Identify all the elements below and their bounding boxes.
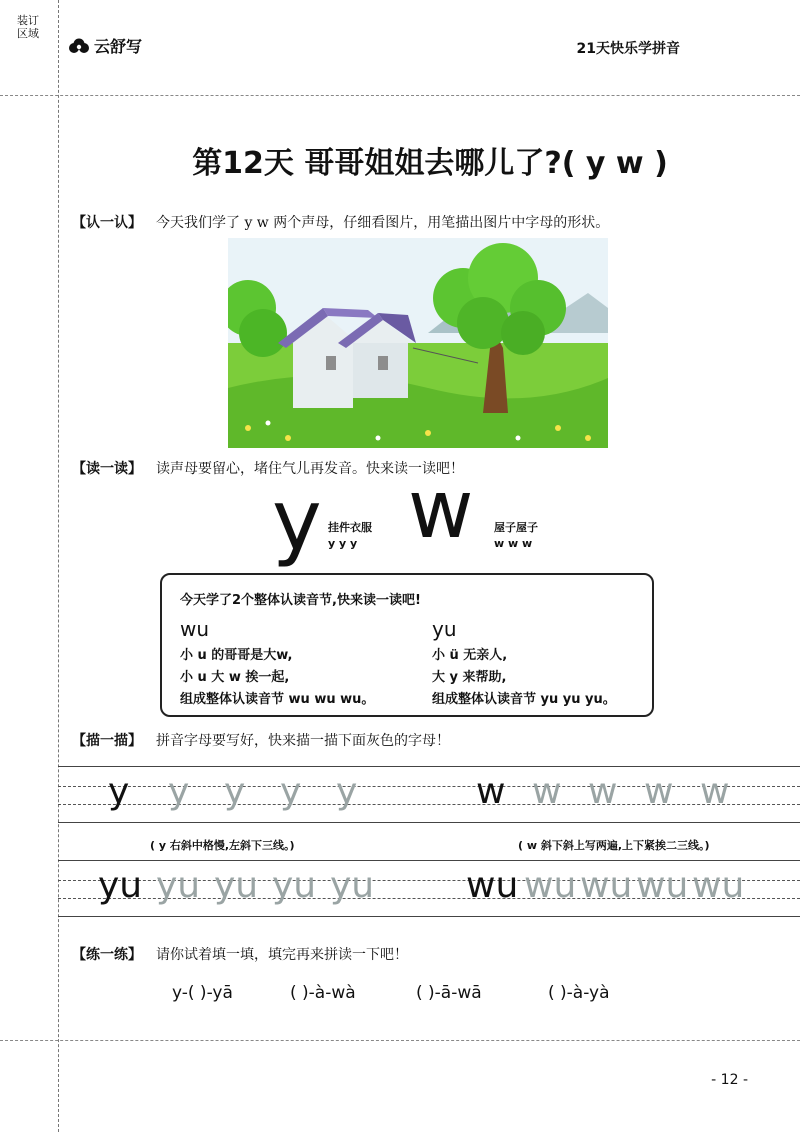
box-left-line: 组成整体认读音节 wu wu wu。 — [180, 692, 375, 707]
writing-line — [58, 860, 800, 861]
cloud-icon — [68, 38, 90, 54]
section-label: 【读一读】 — [72, 461, 142, 477]
box-left-line: 小 u 的哥哥是大w, — [180, 648, 293, 663]
letter-w-large: w — [408, 463, 474, 556]
letter-y-sound: y y y — [328, 537, 358, 550]
section-read — [72, 458, 464, 478]
section-recognize — [72, 212, 609, 232]
fill-in-exercise[interactable]: y-( )-yā — [172, 983, 233, 1003]
trace-ghost-letter[interactable]: w — [700, 771, 730, 812]
box-heading: 今天学了2个整体认读音节,快来读一读吧! — [180, 593, 421, 608]
trace-ghost-syllable[interactable]: yu — [330, 865, 375, 906]
page-number: - 12 - — [711, 1072, 748, 1088]
box-left-syllable: wu — [180, 617, 210, 641]
brand-name: 云舒写 — [94, 37, 143, 56]
trace-ghost-syllable[interactable]: wu — [692, 865, 745, 906]
trace-main-syllable: wu — [466, 865, 519, 906]
stroke-note-w: ( w 斜下斜上写两遍,上下紧挨二三线。) — [518, 839, 710, 852]
trace-ghost-syllable[interactable]: yu — [272, 865, 317, 906]
trace-ghost-syllable[interactable]: wu — [636, 865, 689, 906]
trace-ghost-letter[interactable]: y — [280, 771, 302, 812]
section-trace — [72, 730, 450, 750]
section-label: 【练一练】 — [72, 947, 142, 963]
fill-in-exercise[interactable]: ( )-à-wà — [290, 983, 356, 1003]
trace-main-syllable: yu — [98, 865, 143, 906]
section-instruction: 今天我们学了 y w 两个声母，仔细看图片，用笔描出图片中字母的形状。 — [156, 215, 610, 231]
writing-line — [58, 822, 800, 823]
trace-ghost-letter[interactable]: w — [532, 771, 562, 812]
fill-in-exercise[interactable]: ( )-ā-wā — [416, 983, 482, 1003]
binding-area-label: 装订区域 — [17, 14, 39, 40]
box-right-line: 大 y 来帮助, — [432, 670, 507, 685]
header-divider — [0, 95, 800, 96]
section-instruction: 请你试着填一填，填完再来拼读一下吧！ — [156, 947, 408, 963]
box-right-syllable: yu — [432, 617, 457, 641]
trace-ghost-syllable[interactable]: wu — [580, 865, 633, 906]
box-left-line: 小 u 大 w 挨一起, — [180, 670, 290, 685]
letter-y-rhyme: 挂件衣服 — [328, 521, 372, 534]
section-instruction: 读声母要留心，堵住气儿再发音。快来读一读吧！ — [156, 461, 464, 477]
letter-w-hint — [494, 520, 538, 552]
house-and-tree-illustration — [228, 238, 608, 448]
syllable-box — [160, 573, 654, 717]
trace-main-letter: w — [476, 771, 506, 812]
section-instruction: 拼音字母要写好，快来描一描下面灰色的字母！ — [156, 733, 450, 749]
trace-ghost-letter[interactable]: w — [644, 771, 674, 812]
letter-y-large: y — [272, 471, 322, 569]
letter-w-sound: w w w — [494, 537, 533, 550]
trace-ghost-letter[interactable]: y — [224, 771, 246, 812]
letter-y-hint — [328, 520, 372, 552]
trace-main-letter: y — [108, 771, 130, 812]
trace-ghost-syllable[interactable]: wu — [524, 865, 577, 906]
footer-divider — [0, 1040, 800, 1041]
section-practice — [72, 944, 408, 964]
trace-ghost-letter[interactable]: w — [588, 771, 618, 812]
box-right-line: 小 ü 无亲人, — [432, 648, 508, 663]
page-title: 第12天 哥哥姐姐去哪儿了?( y w ) — [192, 146, 668, 181]
section-label: 【描一描】 — [72, 733, 142, 749]
trace-ghost-syllable[interactable]: yu — [214, 865, 259, 906]
binding-divider — [58, 0, 59, 1132]
book-title: 21天快乐学拼音 — [576, 41, 680, 57]
writing-line — [58, 766, 800, 767]
trace-ghost-syllable[interactable]: yu — [156, 865, 201, 906]
writing-line — [58, 916, 800, 917]
box-right-line: 组成整体认读音节 yu yu yu。 — [432, 692, 616, 707]
trace-ghost-letter[interactable]: y — [336, 771, 358, 812]
trace-ghost-letter[interactable]: y — [168, 771, 190, 812]
stroke-note-y: ( y 右斜中格慢,左斜下三线。) — [150, 839, 295, 852]
brand-logo — [68, 34, 142, 57]
letter-w-rhyme: 屋子屋子 — [494, 521, 538, 534]
section-label: 【认一认】 — [72, 215, 142, 231]
fill-in-exercise[interactable]: ( )-à-yà — [548, 983, 610, 1003]
